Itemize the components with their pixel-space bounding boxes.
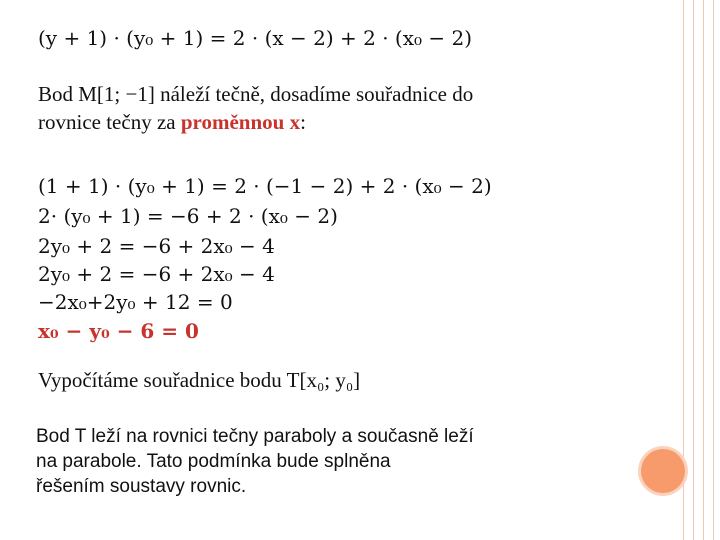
equation-result: x₀ − y₀ − 6 = 0: [38, 319, 199, 343]
decor-stripe: [693, 0, 694, 540]
equation-line: −2x₀+2y₀ + 12 = 0: [38, 290, 233, 314]
compute-text: Vypočítáme souřadnice bodu T[x₀; y₀]: [38, 368, 361, 392]
equation-line: 2· (y₀ + 1) = −6 + 2 · (x₀ − 2): [38, 204, 338, 228]
decor-stripe: [703, 0, 704, 540]
paragraph-line-1: Bod M[1; −1] náleží tečně, dosadíme souřadnice do: [38, 82, 474, 106]
paragraph-colon: :: [300, 110, 306, 134]
equation-line: (1 + 1) · (y₀ + 1) = 2 · (−1 − 2) + 2 · (x₀ − 2): [38, 174, 492, 198]
highlight-variable: proměnnou x: [180, 110, 301, 134]
bottom-line: na parabole. Tato podmínka bude splněna: [36, 451, 391, 472]
equation-top: (y + 1) · (y₀ + 1) = 2 · (x − 2) + 2 · (x₀ − 2): [38, 26, 473, 50]
paragraph-line-2: [38, 110, 306, 134]
bottom-line: Bod T leží na rovnici tečny paraboly a současně leží: [36, 426, 474, 447]
bottom-paragraph: [36, 424, 626, 499]
equation-line: 2y₀ + 2 = −6 + 2x₀ − 4: [38, 234, 275, 258]
decor-stripe: [683, 0, 684, 540]
decor-stripe: [713, 0, 714, 540]
equation-line: 2y₀ + 2 = −6 + 2x₀ − 4: [38, 262, 275, 286]
bottom-line: řešením soustavy rovnic.: [36, 476, 247, 497]
decor-circle: [641, 449, 685, 493]
paragraph-text: rovnice tečny za: [38, 110, 181, 134]
